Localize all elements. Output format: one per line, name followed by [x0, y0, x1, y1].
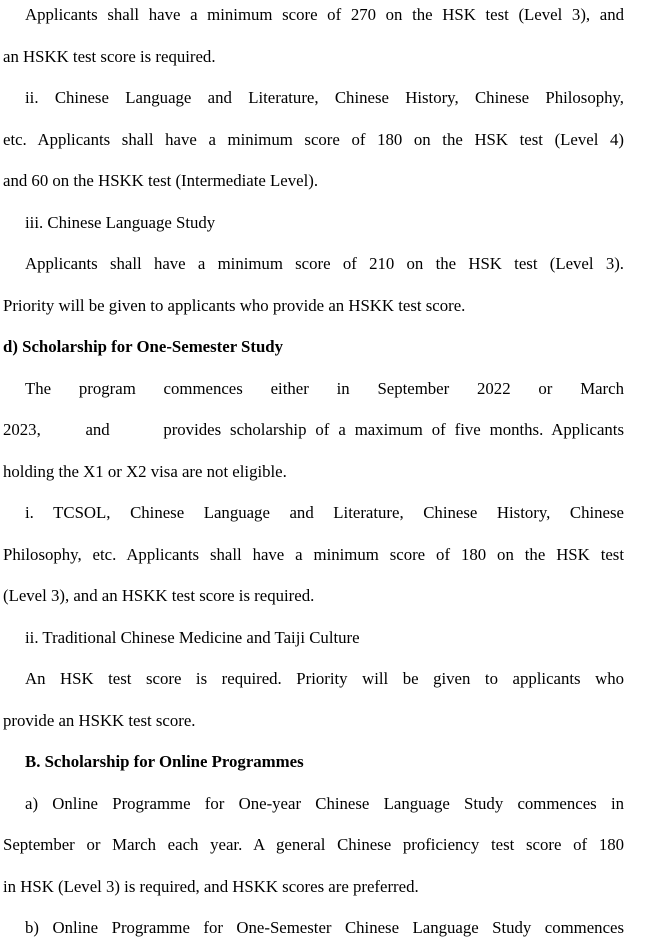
para-hsk-required-priority [3, 658, 624, 741]
heading-d-scholarship-one-semester-study [3, 326, 624, 368]
heading-b-scholarship-online-programmes [3, 741, 624, 783]
text-line: ii. Chinese Language and Literature, Chinese History, Chinese Philosophy, [25, 88, 624, 107]
para-i-tcsol [3, 492, 624, 617]
text-line: Philosophy, etc. Applicants shall have a minimum score of 180 on the HSK test [3, 544, 624, 564]
text-line: i. TCSOL, Chinese Language and Literature, Chinese History, Chinese [25, 503, 624, 522]
para-b-online-one-semester [3, 907, 624, 948]
text-line: d) Scholarship for One-Semester Study [3, 337, 284, 356]
text-line: September or March each year. A general Chinese proficiency test score of 180 [3, 835, 624, 854]
text-line: iii. Chinese Language Study [25, 212, 216, 232]
para-ii-traditional-chinese-medicine [3, 617, 624, 659]
para-iii-chinese-language-study [3, 202, 624, 244]
para-hsk-210-requirement [3, 243, 624, 326]
text-line: holding the X1 or X2 visa are not eligible. [3, 461, 287, 481]
para-program-commences [3, 368, 624, 493]
para-a-online-one-year [3, 783, 624, 908]
text-line: provide an HSKK test score. [3, 710, 196, 730]
text-line: (Level 3), and an HSKK test score is required. [3, 586, 315, 605]
para-ii-chinese-language-literature [3, 77, 624, 202]
text-line: Applicants shall have a minimum score of 270 on the HSK test (Level 3), and [25, 5, 624, 24]
text-line: Applicants shall have a minimum score of 210 on the HSK test (Level 3). [25, 254, 624, 273]
text-line: an HSKK test score is required. [3, 46, 216, 66]
text-line: and 60 on the HSKK test (Intermediate Level). [3, 171, 319, 190]
text-line: An HSK test score is required. Priority will be given to applicants who [25, 669, 624, 688]
text-line: ii. Traditional Chinese Medicine and Taiji Culture [25, 627, 360, 647]
text-line: The program commences either in September 2022 or March [25, 378, 624, 398]
para-hsk-270-requirement [3, 0, 624, 77]
text-line: 2023, and provides scholarship of a maximum of five months. Applicants [3, 420, 624, 439]
document-body [3, 0, 624, 948]
text-line: Priority will be given to applicants who provide an HSKK test score. [3, 295, 466, 315]
text-line: a) Online Programme for One-year Chinese Language Study commences in [25, 793, 624, 813]
text-line: b) Online Programme for One-Semester Chinese Language Study commences [25, 918, 624, 937]
text-line: etc. Applicants shall have a minimum score of 180 on the HSK test (Level 4) [3, 129, 624, 149]
text-line: B. Scholarship for Online Programmes [25, 752, 304, 771]
text-line: in HSK (Level 3) is required, and HSKK scores are preferred. [3, 876, 419, 896]
